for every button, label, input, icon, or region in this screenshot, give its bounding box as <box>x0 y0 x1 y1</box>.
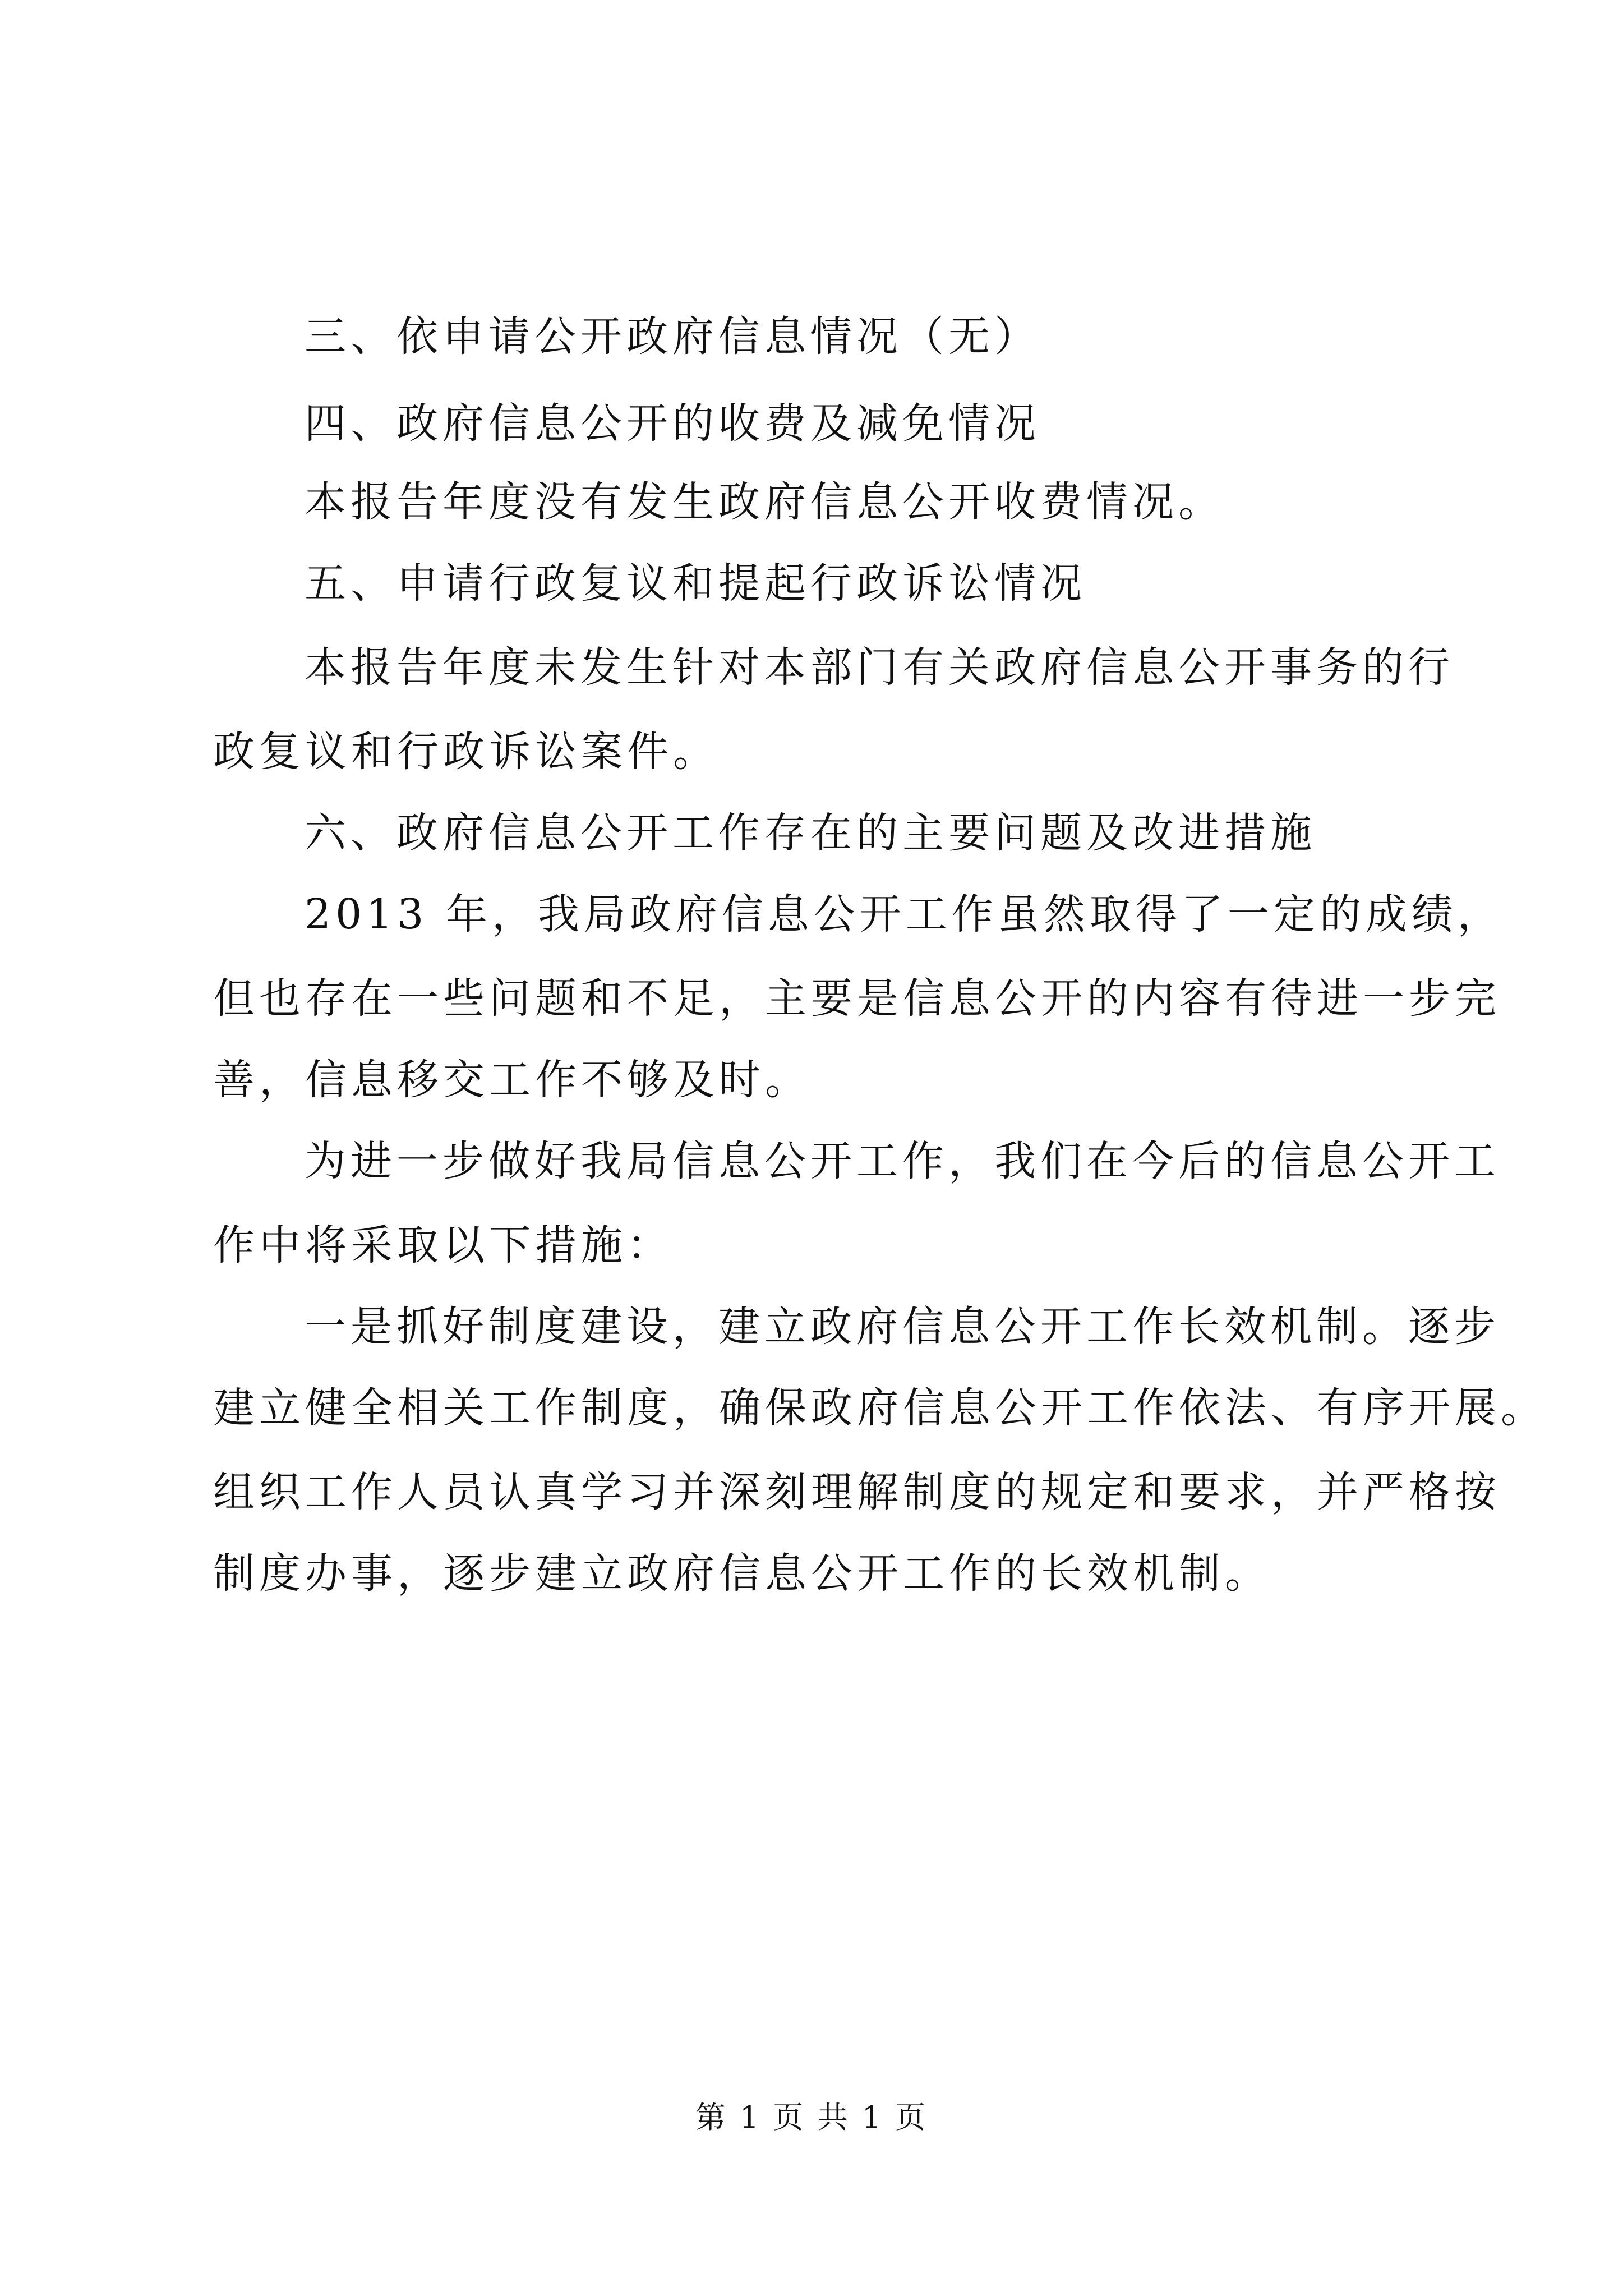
paragraph-line: 一是抓好制度建设，建立政府信息公开工作长效机制。逐步 <box>305 1303 1500 1351</box>
paragraph-line: 善，信息移交工作不够及时。 <box>213 1056 811 1104</box>
paragraph-line: 组织工作人员认真学习并深刻理解制度的规定和要求，并严格按 <box>213 1468 1501 1516</box>
paragraph-line: 为进一步做好我局信息公开工作，我们在今后的信息公开工 <box>305 1137 1500 1185</box>
paragraph-line: 政复议和行政诉讼案件。 <box>213 728 719 776</box>
paragraph-line: 本报告年度没有发生政府信息公开收费情况。 <box>305 478 1224 526</box>
paragraph-line: 制度办事，逐步建立政府信息公开工作的长效机制。 <box>213 1549 1271 1598</box>
section-heading-5: 五、申请行政复议和提起行政诉讼情况 <box>305 559 1086 608</box>
paragraph-line: 建立健全相关工作制度，确保政府信息公开工作依法、有序开展。 <box>213 1384 1547 1432</box>
paragraph-line: 但也存在一些问题和不足，主要是信息公开的内容有待进一步完 <box>213 974 1501 1023</box>
paragraph-line: 2013 年，我局政府信息公开工作虽然取得了一定的成绩， <box>305 890 1504 938</box>
section-heading-4: 四、政府信息公开的收费及减免情况 <box>305 399 1040 448</box>
paragraph-line: 作中将采取以下措施： <box>213 1221 673 1269</box>
page-footer: 第 1 页 共 1 页 <box>695 2100 928 2135</box>
section-heading-6: 六、政府信息公开工作存在的主要问题及改进措施 <box>305 809 1316 857</box>
paragraph-line: 本报告年度未发生针对本部门有关政府信息公开事务的行 <box>305 643 1454 692</box>
section-heading-3: 三、依申请公开政府信息情况（无） <box>305 312 1040 361</box>
